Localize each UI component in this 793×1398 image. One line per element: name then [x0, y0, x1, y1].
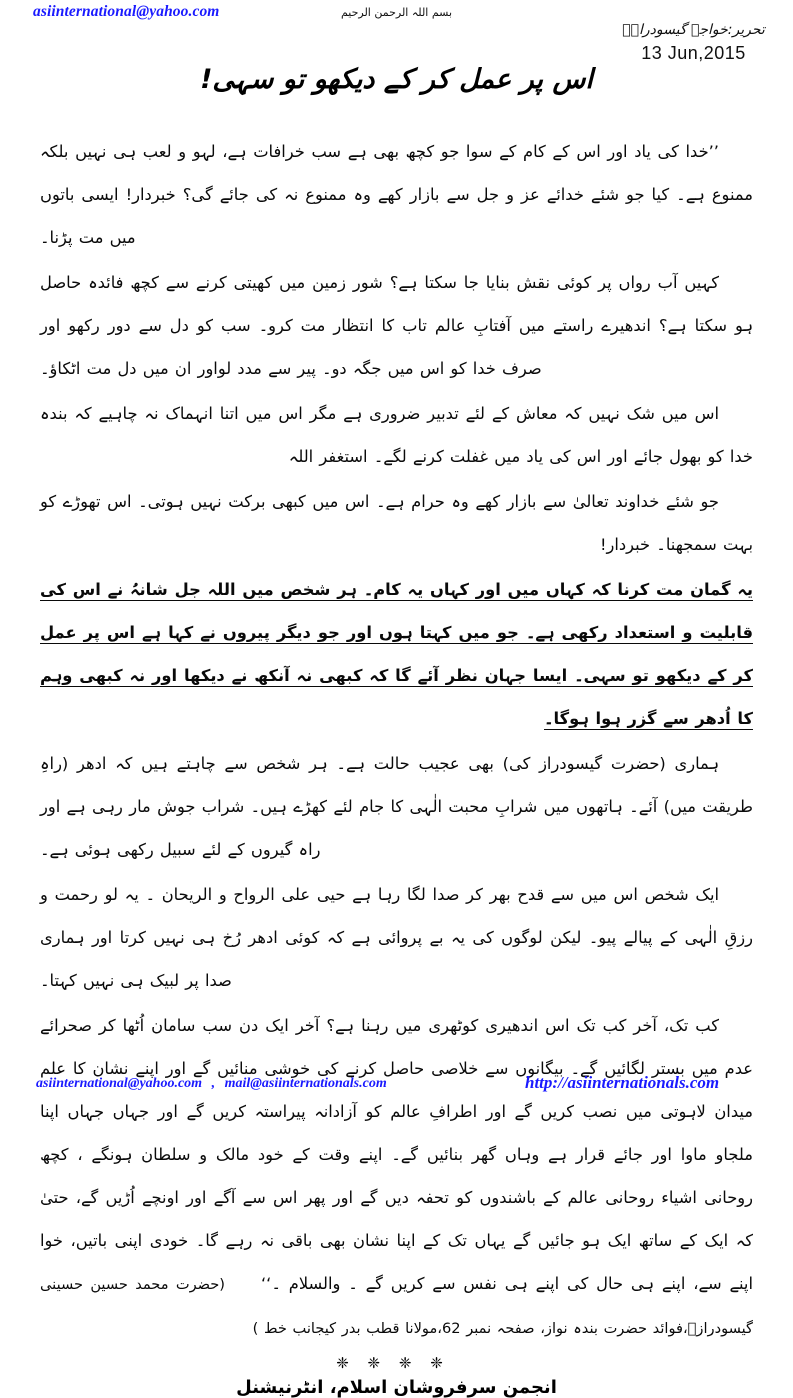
article-title: اس پر عمل کر کے دیکھو تو سہی! [200, 64, 593, 96]
article-body [40, 130, 753, 1398]
article-paragraph [40, 1004, 753, 1350]
page-header [0, 0, 793, 118]
ornament-divider-icon: ❈ ❈ ❈ ❈ [336, 1354, 450, 1372]
article-paragraph: جو شئے خداوند تعالیٰ سے بازار کھے وہ حرام ہے۔ اس میں کبھی برکت نہیں ہوتی۔ اس تھوڑے کو بہت سمجھنا۔ خبردار! [40, 492, 753, 554]
footer-email-primary[interactable]: asiinternational@yahoo.com [36, 1076, 203, 1091]
organization-name: انجمن سرفروشان اسلام، انٹرنیشنل [236, 1377, 557, 1398]
article-paragraph: کہیں آب رواں پر کوئی نقش بنایا جا سکتا ہے؟ شور زمین میں کھیتی کرنے سے کچھ فائدہ حاصل ہو سکتا ہے؟ اندھیرے راستے میں آفتابِ عالم تاب کا انتظار مت کرو۔ سب کو دل سے دور رکھو اور صرف خدا کو اس میں جگہ دو۔ پیر سے مدد لواور ان میں دل مت اٹکاؤ۔ [40, 273, 753, 378]
article-paragraph-text: کب تک، آخر کب تک اس اندھیری کوٹھری میں رہنا ہے؟ آخر ایک دن سب سامان اُٹھا کر صحرائے عدم میں بستر لگائیں گے۔ بیگانوں سے خلاصی حاصل کرنے کی خوشی منائیں گے اور اپنے نشان کا علم میدان لاہوتی میں نصب کریں گے اور اطرافِ عالم کو آزادانہ پیراستہ کریں گے اور جہاں جہاں اپنا ملجاو ماوا اور جائے قرار ہے وہاں گھر بنائیں گے۔ اپنے وقت کے خود مالک و سلطان ہونگے ، کچھ روحانی اشیاء روحانی عالم کے باشندوں کو تحفہ دیں گے اور پھر اس سے آگے اور اونچے اُڑیں گے، حتیٰ کہ ایک کے ساتھ ایک ہو جائیں گے یہاں تک کے اپنا نشان بھی باقی نہ رہے گا۔ خودی اپنی باتیں، خوا اپنے سے، اپنے ہی حال کی اپنے ہی نفس سے کریں گے ۔ والسلام ۔‘‘ [40, 1016, 753, 1293]
source-citation: (حضرت محمد حسین حسینی گیسودرازؒ،فوائد حضرت بندہ نواز، صفحہ نمبر 62،مولانا قطب بدر کیجانب خط ) [40, 1276, 753, 1337]
article-paragraph: ’’خدا کی یاد اور اس کے کام کے سوا جو کچھ بھی ہے سب خرافات ہے، لہو و لعب ہی نہیں بلکہ ممنوع ہے۔ کیا جو شئے خدائے عز و جل سے بازار کھے وہ ممنوع نہ کی جائے گی؟ خبردار! ایسی باتوں میں مت پڑنا۔ [40, 142, 753, 247]
footer-email-group [36, 1076, 387, 1092]
header-email-text: asiinternational@yahoo.com [33, 3, 220, 20]
footer-separator: , [211, 1076, 216, 1091]
page-footer [0, 1072, 793, 1106]
article-paragraph: اس میں شک نہیں کہ معاش کے لئے تدبیر ضروری ہے مگر اس میں اتنا انہماک نہ چاہیے کہ بندہ خدا کو بھول جائے اور اس کی یاد میں غفلت کرنے لگے۔ استغفر اللہ [40, 404, 753, 466]
footer-email-secondary[interactable]: mail@asiinternationals.com [224, 1076, 387, 1091]
article-paragraph-emphasized: یہ گمان مت کرنا کہ کہاں میں اور کہاں یہ کام۔ ہر شخص میں اللہ جل شانہُ نے اس کی قابلیت و استعداد رکھی ہے۔ جو میں کہتا ہوں اور جو دیگر پیروں نے کہا ہے اس پر عمل کر کے دیکھو تو سہی۔ ایسا جہان نظر آئے گا کہ کبھی نہ آنکھ نے دیکھا اور نہ کبھی وہم کا اُدھر سے گزر ہوا ہوگا۔ [40, 580, 753, 728]
author-date-block [616, 22, 771, 64]
bismillah-text: بسم اللہ الرحمن الرحیم [340, 6, 453, 19]
footer-website-link[interactable]: http://asiinternationals.com [525, 1073, 720, 1092]
article-paragraph: ایک شخص اس میں سے قدح بھر کر صدا لگا رہا ہے حیی علی الرواح و الریحان ۔ یہ لو رحمت و رزقِ الٰہی کے پیالے پیو۔ لیکن لوگوں کی یہ بے پروائی ہے کہ کوئی ادھر رُخ ہی نہیں کرتا اور ہماری صدا پر لبیک ہی نہیں کہتا۔ [40, 885, 753, 990]
author-byline: تحریر:خواجہ گیسودرازؒ [622, 22, 765, 38]
article-paragraph: ہماری (حضرت گیسودراز کی) بھی عجیب حالت ہے۔ ہر شخص سے چاہتے ہیں کہ ادھر (راہِ طریقت میں) آئے۔ ہاتھوں میں شرابِ محبت الٰہی کا جام لئے کھڑے ہیں۔ شراب جوش مار رہی ہے اور راہ گیروں کے لئے سبیل رکھی ہوئی ہے۔ [40, 754, 753, 859]
publication-date: 13 Jun,2015 [641, 42, 746, 63]
